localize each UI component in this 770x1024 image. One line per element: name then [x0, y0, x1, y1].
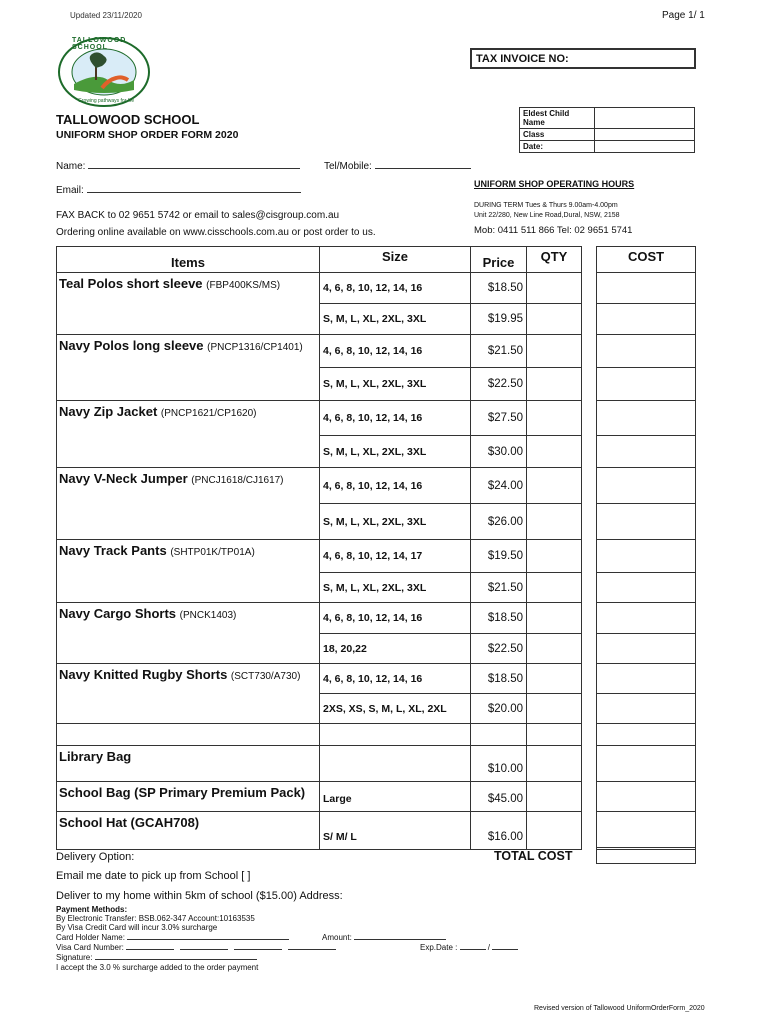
- item-name: Library Bag: [57, 746, 320, 782]
- item-cell: [57, 468, 320, 504]
- payment-title: Payment Methods:: [56, 905, 128, 914]
- qty-input[interactable]: [527, 782, 582, 812]
- cost-input[interactable]: [597, 304, 696, 335]
- item-name: Navy Cargo Shorts: [59, 606, 177, 621]
- date-label: Date:: [520, 141, 595, 153]
- item-code: (PNCJ1618/CJ1617): [191, 475, 284, 486]
- table-row: [57, 273, 582, 304]
- item-code: (PNCK1403): [179, 610, 237, 621]
- cost-input[interactable]: [597, 436, 696, 468]
- table-row: [57, 746, 582, 782]
- qty-input[interactable]: [527, 664, 582, 694]
- name-field[interactable]: [56, 160, 300, 172]
- amount-field[interactable]: [322, 933, 446, 942]
- total-cost-label: TOTAL COST: [494, 849, 573, 863]
- qty-input[interactable]: [527, 573, 582, 603]
- item-name: Navy V-Neck Jumper: [59, 471, 188, 486]
- price-cell: $18.50: [471, 664, 527, 694]
- size-cell: 4, 6, 8, 10, 12, 14, 16: [320, 401, 471, 436]
- cost-input[interactable]: [597, 746, 696, 782]
- qty-input[interactable]: [527, 603, 582, 634]
- cost-input[interactable]: [597, 694, 696, 724]
- item-cell: [57, 504, 320, 540]
- item-cell: [57, 368, 320, 401]
- size-cell: S/ M/ L: [320, 812, 471, 850]
- size-cell: 2XS, XS, S, M, L, XL, 2XL: [320, 694, 471, 724]
- table-row: [57, 603, 582, 634]
- size-cell: S, M, L, XL, 2XL, 3XL: [320, 304, 471, 335]
- col-cost: COST: [597, 247, 696, 273]
- payment-visa: By Visa Credit Card will incur 3.0% surcharge: [56, 923, 218, 932]
- size-cell: 4, 6, 8, 10, 12, 14, 16: [320, 468, 471, 504]
- cost-input[interactable]: [597, 782, 696, 812]
- price-cell: $22.50: [471, 368, 527, 401]
- table-row: [57, 540, 582, 573]
- qty-input[interactable]: [527, 436, 582, 468]
- amount-label: Amount:: [322, 933, 355, 942]
- cost-input[interactable]: [597, 664, 696, 694]
- cost-input[interactable]: [597, 368, 696, 401]
- item-name: Navy Knitted Rugby Shorts: [59, 667, 228, 682]
- table-row: [57, 304, 582, 335]
- email-line: [87, 184, 301, 193]
- item-code: (FBP400KS/MS): [206, 280, 281, 291]
- item-cell: [57, 436, 320, 468]
- cost-input[interactable]: [597, 273, 696, 304]
- signature-line: [95, 953, 257, 960]
- cost-input[interactable]: [597, 468, 696, 504]
- card-holder-line: [127, 933, 289, 940]
- tax-invoice-field[interactable]: [470, 48, 696, 69]
- price-cell: $19.50: [471, 540, 527, 573]
- online-line: Ordering online available on www.cisschools.com.au or post order to us.: [56, 227, 376, 238]
- class-label: Class: [520, 129, 595, 141]
- exp-date-label: Exp.Date :: [420, 943, 460, 952]
- price-cell: $21.50: [471, 573, 527, 603]
- empty-cell: [471, 724, 527, 746]
- cost-input[interactable]: [597, 634, 696, 664]
- cost-input[interactable]: [597, 335, 696, 368]
- cost-table: [596, 246, 696, 850]
- size-cell: S, M, L, XL, 2XL, 3XL: [320, 436, 471, 468]
- price-cell: $45.00: [471, 782, 527, 812]
- item-name: Navy Polos long sleeve: [59, 338, 204, 353]
- card-holder-field[interactable]: [56, 933, 289, 942]
- item-name: School Bag (SP Primary Premium Pack): [57, 782, 320, 812]
- qty-input[interactable]: [527, 724, 582, 746]
- size-cell: 4, 6, 8, 10, 12, 14, 16: [320, 603, 471, 634]
- size-cell: [320, 746, 471, 782]
- size-cell: 4, 6, 8, 10, 12, 14, 17: [320, 540, 471, 573]
- table-row: [57, 812, 582, 850]
- logo-motto: Growing pathways for life: [78, 98, 135, 104]
- col-qty: QTY: [527, 247, 582, 273]
- payment-transfer: By Electronic Transfer: BSB.062-347 Account:10163535: [56, 914, 255, 923]
- qty-input[interactable]: [527, 304, 582, 335]
- qty-input[interactable]: [527, 468, 582, 504]
- qty-input[interactable]: [527, 746, 582, 782]
- size-cell: S, M, L, XL, 2XL, 3XL: [320, 504, 471, 540]
- school-name: TALLOWOOD SCHOOL: [56, 112, 200, 127]
- table-row: [57, 401, 582, 436]
- school-logo: [56, 36, 152, 108]
- amount-line: [354, 933, 446, 940]
- signature-label: Signature:: [56, 953, 95, 962]
- page-number: Page 1/ 1: [662, 10, 705, 21]
- form-title: UNIFORM SHOP ORDER FORM 2020: [56, 129, 239, 141]
- item-cell: [57, 540, 320, 573]
- price-cell: $18.50: [471, 603, 527, 634]
- price-cell: $26.00: [471, 504, 527, 540]
- price-cell: $22.50: [471, 634, 527, 664]
- col-size: Size: [320, 247, 471, 273]
- col-items: Items: [57, 247, 320, 273]
- item-name: Navy Track Pants: [59, 543, 167, 558]
- qty-input[interactable]: [527, 812, 582, 850]
- name-line: [88, 160, 300, 169]
- hours-during: DURING TERM Tues & Thurs 9.00am-4.00pm: [474, 202, 618, 209]
- signature-field[interactable]: [56, 953, 257, 962]
- price-cell: $20.00: [471, 694, 527, 724]
- item-code: (PNCP1316/CP1401): [207, 342, 303, 353]
- qty-input[interactable]: [527, 401, 582, 436]
- exp-date-field[interactable]: Exp.Date : /: [420, 943, 518, 952]
- qty-input[interactable]: [527, 368, 582, 401]
- size-cell: S, M, L, XL, 2XL, 3XL: [320, 573, 471, 603]
- shop-address: Unit 22/280, New Line Road,Dural, NSW, 2158: [474, 212, 620, 219]
- tel-field[interactable]: [324, 160, 471, 172]
- name-label: Name:: [56, 161, 89, 172]
- item-cell: [57, 273, 320, 304]
- table-row: [57, 335, 582, 368]
- item-name: Teal Polos short sleeve: [59, 276, 203, 291]
- cost-input[interactable]: [597, 812, 696, 850]
- card-holder-label: Card Holder Name:: [56, 933, 128, 942]
- item-code: (SHTP01K/TP01A): [170, 547, 255, 558]
- qty-input[interactable]: [527, 694, 582, 724]
- col-price: Price: [471, 247, 527, 273]
- tel-line: [375, 160, 471, 169]
- table-row: [57, 504, 582, 540]
- cost-input[interactable]: [597, 540, 696, 573]
- price-cell: $30.00: [471, 436, 527, 468]
- item-name: School Hat (GCAH708): [57, 812, 320, 850]
- item-cell: [57, 304, 320, 335]
- qty-input[interactable]: [527, 540, 582, 573]
- revised-note: Revised version of Tallowood UniformOrderForm_2020: [534, 1005, 705, 1012]
- fax-line: FAX BACK to 02 9651 5742 or email to sales@cisgroup.com.au: [56, 210, 340, 221]
- spacer-row: [57, 724, 582, 746]
- item-code: (SCT730/A730): [230, 671, 301, 682]
- hours-title: UNIFORM SHOP OPERATING HOURS: [474, 179, 635, 189]
- total-cost-input[interactable]: [596, 847, 696, 864]
- class-input[interactable]: [595, 129, 695, 141]
- email-label: Email:: [56, 185, 87, 196]
- tel-label: Tel/Mobile:: [324, 161, 375, 172]
- table-row: [57, 573, 582, 603]
- price-cell: $10.00: [471, 746, 527, 782]
- cost-input[interactable]: [597, 401, 696, 436]
- price-cell: $24.00: [471, 468, 527, 504]
- size-cell: 18, 20,22: [320, 634, 471, 664]
- item-cell: [57, 573, 320, 603]
- updated-date: Updated 23/11/2020: [70, 11, 142, 20]
- size-cell: 4, 6, 8, 10, 12, 14, 16: [320, 335, 471, 368]
- shop-phone: Mob: 0411 511 866 Tel: 02 9651 5741: [474, 225, 633, 236]
- delivery-option-label: Delivery Option:: [56, 851, 135, 863]
- logo-ring-text: TALLOWOOD SCHOOL: [72, 37, 127, 51]
- table-row: [57, 664, 582, 694]
- eldest-child-label: Eldest Child Name: [520, 108, 595, 129]
- order-table: [56, 246, 582, 850]
- delivery-home-option[interactable]: Deliver to my home within 5km of school ($15.00) Address:: [56, 890, 343, 902]
- qty-input[interactable]: [527, 273, 582, 304]
- card-number-field[interactable]: [56, 943, 336, 952]
- price-cell: $16.00: [471, 812, 527, 850]
- item-cell: [57, 664, 320, 694]
- card-number-label: Visa Card Number:: [56, 943, 127, 952]
- item-code: (PNCP1621/CP1620): [160, 408, 257, 419]
- surcharge-accept: I accept the 3.0 % surcharge added to the order payment: [56, 963, 259, 972]
- date-input[interactable]: [595, 141, 695, 153]
- table-row: [57, 694, 582, 724]
- item-cell: [57, 603, 320, 634]
- eldest-child-input[interactable]: [595, 108, 695, 129]
- qty-input[interactable]: [527, 335, 582, 368]
- item-cell: [57, 694, 320, 724]
- table-row: [57, 468, 582, 504]
- table-row: [57, 634, 582, 664]
- item-name: Navy Zip Jacket: [59, 404, 158, 419]
- email-field[interactable]: [56, 184, 301, 196]
- price-cell: $21.50: [471, 335, 527, 368]
- item-cell: [57, 335, 320, 368]
- price-cell: $27.50: [471, 401, 527, 436]
- cost-input[interactable]: [597, 724, 696, 746]
- table-row: [57, 782, 582, 812]
- pickup-option[interactable]: Email me date to pick up from School [ ]: [56, 870, 251, 882]
- size-cell: 4, 6, 8, 10, 12, 14, 16: [320, 664, 471, 694]
- qty-input[interactable]: [527, 634, 582, 664]
- cost-input[interactable]: [597, 573, 696, 603]
- table-row: [57, 368, 582, 401]
- empty-cell: [57, 724, 320, 746]
- price-cell: $19.95: [471, 304, 527, 335]
- size-cell: Large: [320, 782, 471, 812]
- size-cell: 4, 6, 8, 10, 12, 14, 16: [320, 273, 471, 304]
- size-cell: S, M, L, XL, 2XL, 3XL: [320, 368, 471, 401]
- empty-cell: [320, 724, 471, 746]
- tax-invoice-label: TAX INVOICE NO:: [476, 53, 569, 65]
- cost-input[interactable]: [597, 603, 696, 634]
- table-row: [57, 436, 582, 468]
- item-cell: [57, 634, 320, 664]
- price-cell: $18.50: [471, 273, 527, 304]
- item-cell: [57, 401, 320, 436]
- qty-input[interactable]: [527, 504, 582, 540]
- cost-input[interactable]: [597, 504, 696, 540]
- eldest-child-table: [519, 107, 695, 153]
